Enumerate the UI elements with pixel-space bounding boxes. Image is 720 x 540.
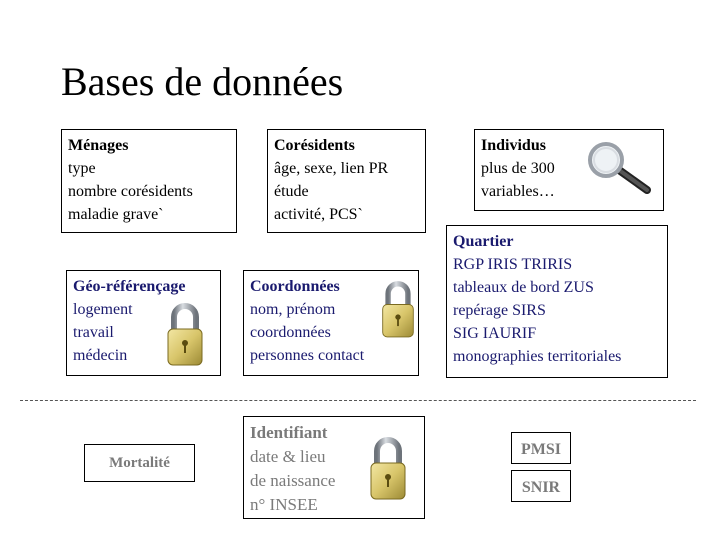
georef-box [66, 270, 221, 376]
individus-line-2: variables… [481, 183, 555, 200]
quartier-box [446, 225, 668, 378]
quartier-line-4: SIG IAURIF [453, 325, 537, 342]
dashed-divider [20, 400, 696, 401]
menages-line-2: nombre corésidents [68, 183, 193, 200]
padlock-icon [368, 435, 408, 501]
page-title: Bases de données [61, 59, 344, 104]
identifiant-line-3: n° INSEE [250, 495, 318, 514]
coordonnees-line-1: nom, prénom [250, 301, 336, 318]
coresidents-heading: Corésidents [274, 137, 355, 154]
quartier-line-1: RGP IRIS TRIRIS [453, 256, 573, 273]
coresidents-line-1: âge, sexe, lien PR [274, 160, 389, 177]
magnifying-glass-icon [581, 140, 655, 198]
georef-line-3: médecin [73, 347, 128, 364]
pmsi-box [511, 432, 571, 464]
coordonnees-heading: Coordonnées [250, 278, 340, 295]
coordonnees-line-3: personnes contact [250, 347, 365, 364]
individus-box [474, 129, 664, 211]
padlock-icon [380, 279, 416, 339]
menages-line-1: type [68, 160, 96, 177]
padlock-icon [165, 301, 205, 367]
quartier-line-2: tableaux de bord ZUS [453, 279, 594, 296]
quartier-line-3: repérage SIRS [453, 302, 546, 319]
mortalite-box [84, 444, 195, 482]
menages-heading: Ménages [68, 137, 129, 154]
georef-heading: Géo-référençage [73, 278, 186, 295]
pmsi-label: PMSI [521, 441, 561, 458]
coresidents-line-2: étude [274, 183, 309, 200]
coresidents-box [267, 129, 426, 233]
georef-line-1: logement [73, 301, 133, 318]
georef-line-2: travail [73, 324, 114, 341]
snir-label: SNIR [521, 479, 561, 496]
identifiant-box [243, 416, 425, 519]
identifiant-heading: Identifiant [250, 423, 328, 442]
coordonnees-line-2: coordonnées [250, 324, 331, 341]
menages-line-3: maladie grave` [68, 206, 164, 223]
identifiant-line-1: date & lieu [250, 447, 326, 466]
coordonnees-box [243, 270, 419, 376]
coresidents-line-3: activité, PCS` [274, 206, 363, 223]
individus-heading: Individus [481, 137, 546, 154]
identifiant-line-2: de naissance [250, 471, 336, 490]
quartier-line-5: monographies territoriales [453, 348, 622, 365]
mortalite-label: Mortalité [109, 455, 170, 471]
snir-box [511, 470, 571, 502]
menages-box [61, 129, 237, 233]
individus-line-1: plus de 300 [481, 160, 555, 177]
quartier-heading: Quartier [453, 233, 514, 250]
